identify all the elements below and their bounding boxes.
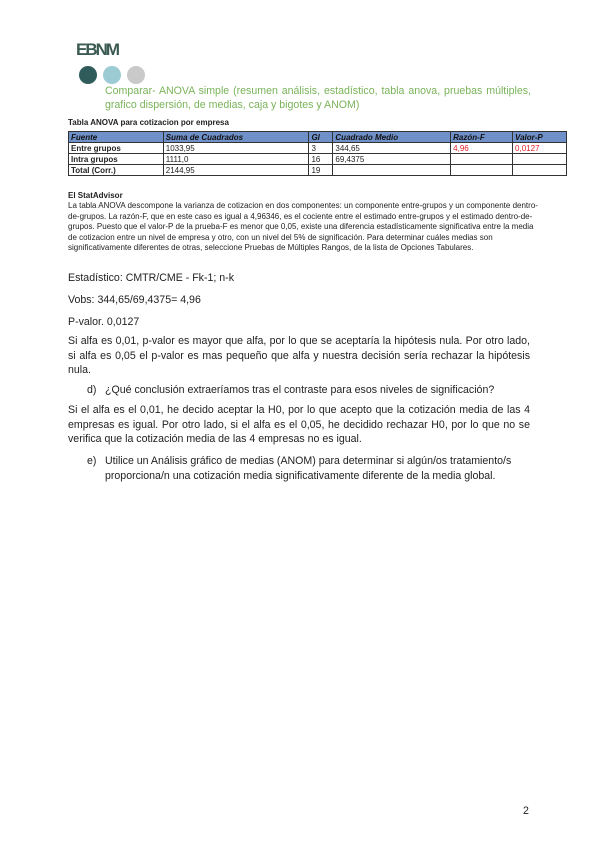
paragraph-alfa: Si alfa es 0,01, p-valor es mayor que alfa, por lo que se aceptaría la hipótesis nula. Por otro lado, si alfa es 0,05 el p-valor es mas pequeño que alfa y nuestra decisión sería rechazar la hipótesis nula. [68, 335, 530, 377]
vobs-line: Vobs: 344,65/69,4375= 4,96 [68, 294, 201, 306]
pvalor-line: P-valor. 0,0127 [68, 316, 140, 328]
cell-gl: 3 [309, 143, 333, 154]
page-number: 2 [523, 805, 529, 817]
statadvisor-title: El StatAdvisor [68, 191, 123, 200]
estadistico-line: Estadístico: CMTR/CME - Fk-1; n-k [68, 272, 234, 284]
header-gl: Gl [309, 132, 333, 143]
cell-razon-f [451, 165, 513, 176]
cell-cuadrado-medio [333, 165, 451, 176]
anova-table [68, 131, 567, 176]
question-e-label: e) [87, 455, 97, 467]
question-e-text: Utilice un Análisis gráfico de medias (ANOM) para determinar si algún/os tratamiento/s proporciona/n una cotización media significativamente diferente de la media global. [105, 455, 512, 482]
statadvisor-body: La tabla ANOVA descompone la varianza de cotizacion en dos componentes: un componente entre-grupos y un componente dentro-de-grupos. La razón-F, que en este caso es igual a 4,96346, es el cociente entre el estimado entre-grupos y el estimado dentro-de-grupos. Puesto que el valor-P de la prueba-F es menor que 0,05, existe una diferencia estadísticamente significativa entre la media de cotizacion entre un nivel de empresa y otro, con un nivel del 5% de significación. Para determinar cuáles medias son significativamente diferentes de otras, seleccione Pruebas de Múltiples Rangos, de la lista de Opciones Tabulares. [68, 201, 538, 253]
header-suma-cuadrados: Suma de Cuadrados [163, 132, 309, 143]
cell-valor-p [513, 154, 567, 165]
table-row [69, 143, 567, 154]
cell-razon-f [451, 154, 513, 165]
cell-valor-p [513, 165, 567, 176]
dot-gray [127, 66, 145, 84]
cell-fuente: Intra grupos [69, 154, 164, 165]
header-cuadrado-medio: Cuadrado Medio [333, 132, 451, 143]
table-row [69, 154, 567, 165]
header-razon-f: Razón-F [451, 132, 513, 143]
question-d-text: ¿Qué conclusión extraeríamos tras el contraste para esos niveles de significación? [105, 384, 495, 396]
cell-gl: 16 [309, 154, 333, 165]
dot-light-blue [103, 66, 121, 84]
cell-suma: 1033,95 [163, 143, 309, 154]
cell-cuadrado-medio: 344,65 [333, 143, 451, 154]
table-row [69, 165, 567, 176]
table-header-row [69, 132, 567, 143]
logo-dots [79, 66, 145, 84]
cell-fuente: Entre grupos [69, 143, 164, 154]
header-valor-p: Valor-P [513, 132, 567, 143]
cell-gl: 19 [309, 165, 333, 176]
question-d-label: d) [87, 384, 97, 396]
table-title: Tabla ANOVA para cotizacion por empresa [68, 118, 229, 127]
paragraph-conclusion: Si el alfa es el 0,01, he decido aceptar la H0, por lo que acepto que la cotización media de las 4 empresas es igual. Por otro lado, si el alfa es el 0,05, he decidido rechazar H0, por lo que no se verifica que la cotización media de las 4 empresas no es igual. [68, 404, 530, 446]
cell-valor-p: 0,0127 [513, 143, 567, 154]
dot-dark [79, 66, 97, 84]
cell-suma: 2144,95 [163, 165, 309, 176]
cell-razon-f: 4,96 [451, 143, 513, 154]
logo: EBNM [76, 40, 119, 59]
cell-cuadrado-medio: 69,4375 [333, 154, 451, 165]
header-fuente: Fuente [69, 132, 164, 143]
cell-fuente: Total (Corr.) [69, 165, 164, 176]
cell-suma: 1111,0 [163, 154, 309, 165]
section-subtitle: Comparar- ANOVA simple (resumen análisis, estadístico, tabla anova, pruebas múltiples, grafico dispersión, de medias, caja y bigotes y ANOM) [105, 85, 531, 111]
